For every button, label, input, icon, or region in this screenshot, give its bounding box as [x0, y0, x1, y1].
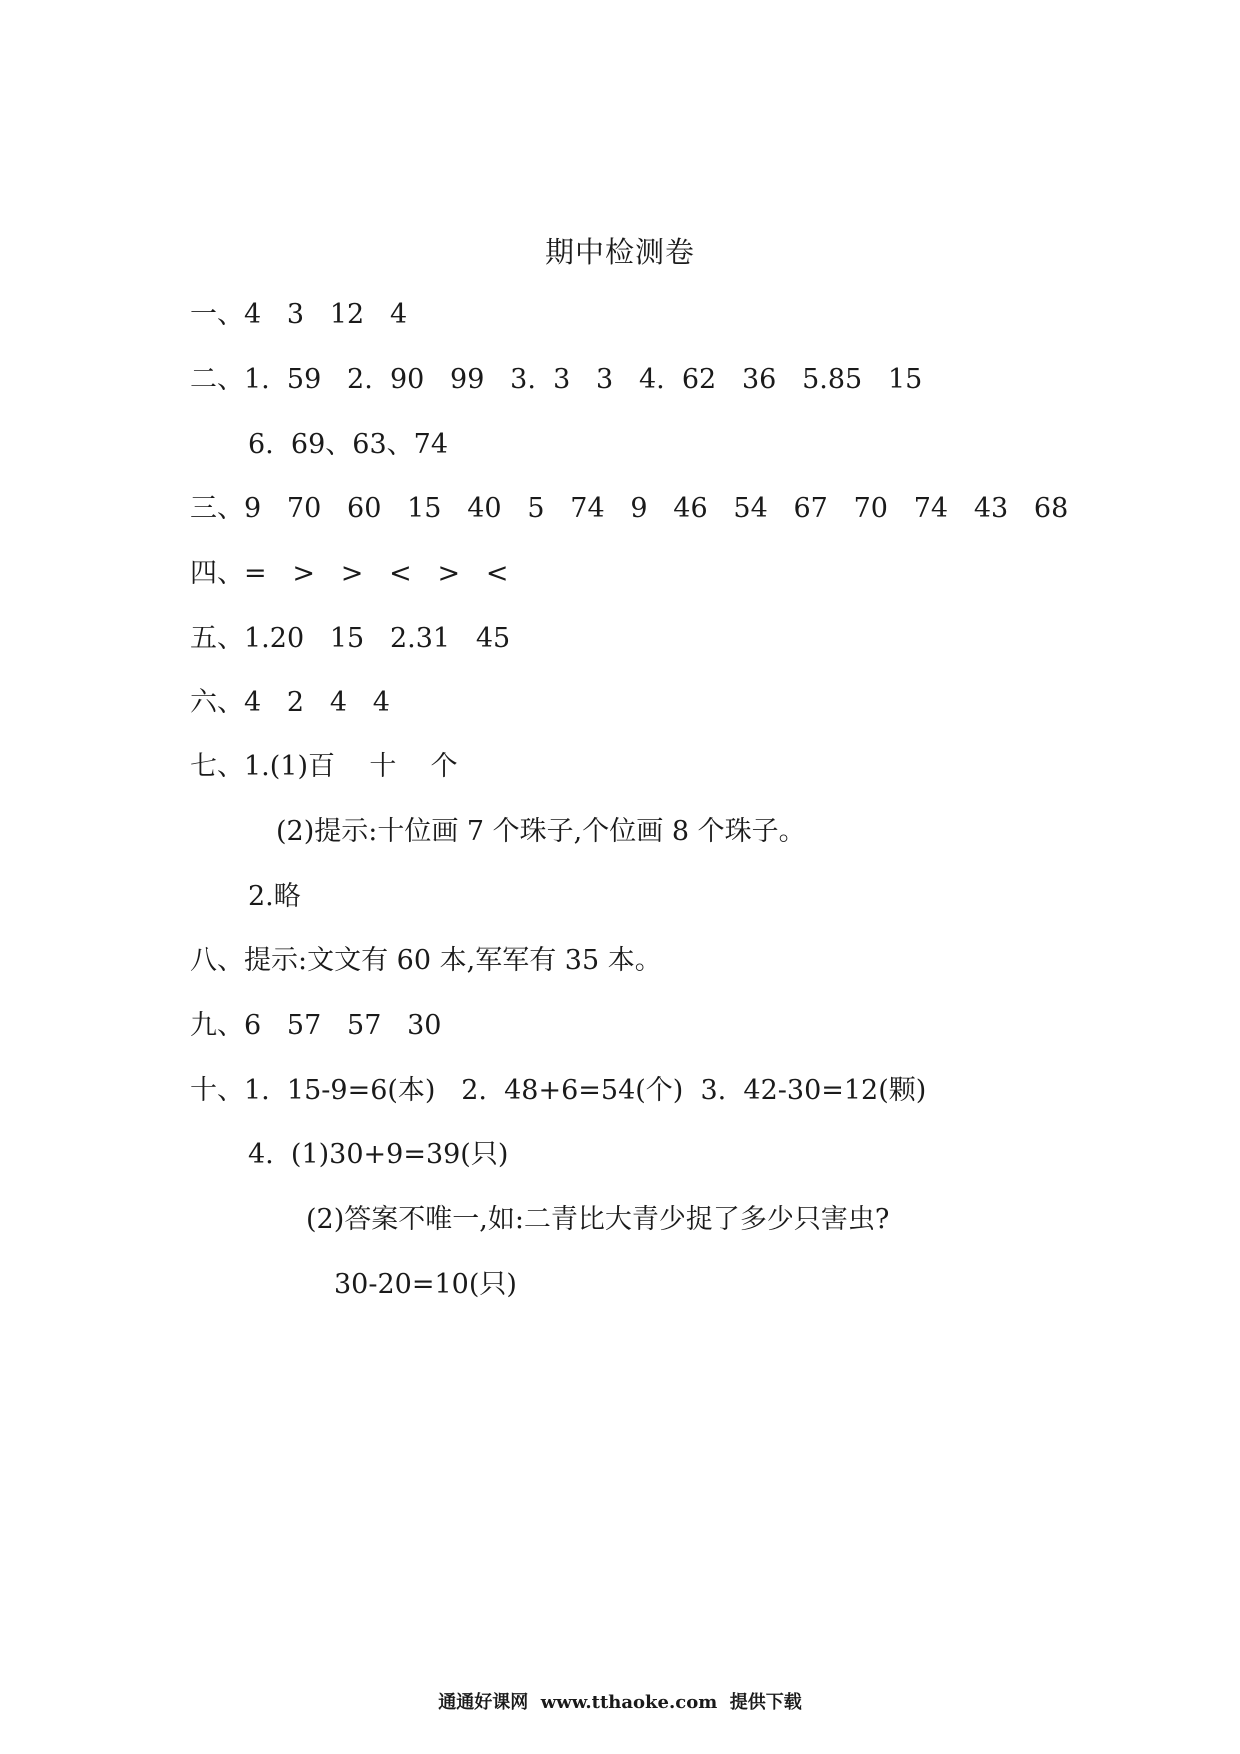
answer-line-1: 一、4 3 12 4: [190, 299, 408, 330]
answer-line-10-item4: 4. (1)30+9=39(只): [248, 1139, 509, 1170]
answer-line-7: 七、1.(1)百 十 个: [190, 751, 458, 782]
answer-line-10-calc: 30-20=10(只): [334, 1269, 517, 1300]
answer-line-2: 二、1. 59 2. 90 99 3. 3 3 4. 62 36 5.85 15: [190, 364, 923, 395]
footer-watermark: 通通好课网 www.tthaoke.com 提供下载: [438, 1692, 802, 1713]
answer-line-3: 三、9 70 60 15 40 5 74 9 46 54 67 70 74 43 68: [190, 493, 1069, 524]
answer-line-7-item2: 2.略: [248, 881, 301, 912]
answer-line-5: 五、1.20 15 2.31 45: [190, 623, 511, 654]
answer-line-8: 八、提示:文文有 60 本,军军有 35 本。: [190, 945, 662, 976]
answer-line-2-cont: 6. 69、63、74: [248, 429, 448, 460]
answer-line-7-sub2: (2)提示:十位画 7 个珠子,个位画 8 个珠子。: [276, 816, 806, 847]
answer-line-10: 十、1. 15-9=6(本) 2. 48+6=54(个) 3. 42-30=12(颗): [190, 1075, 927, 1106]
answer-line-4: 四、= > > < > <: [190, 558, 509, 589]
answer-line-10-sub2: (2)答案不唯一,如:二青比大青少捉了多少只害虫?: [306, 1204, 890, 1235]
answer-line-9: 九、6 57 57 30: [190, 1010, 442, 1041]
answer-line-6: 六、4 2 4 4: [190, 687, 390, 718]
page-title: 期中检测卷: [544, 235, 695, 269]
